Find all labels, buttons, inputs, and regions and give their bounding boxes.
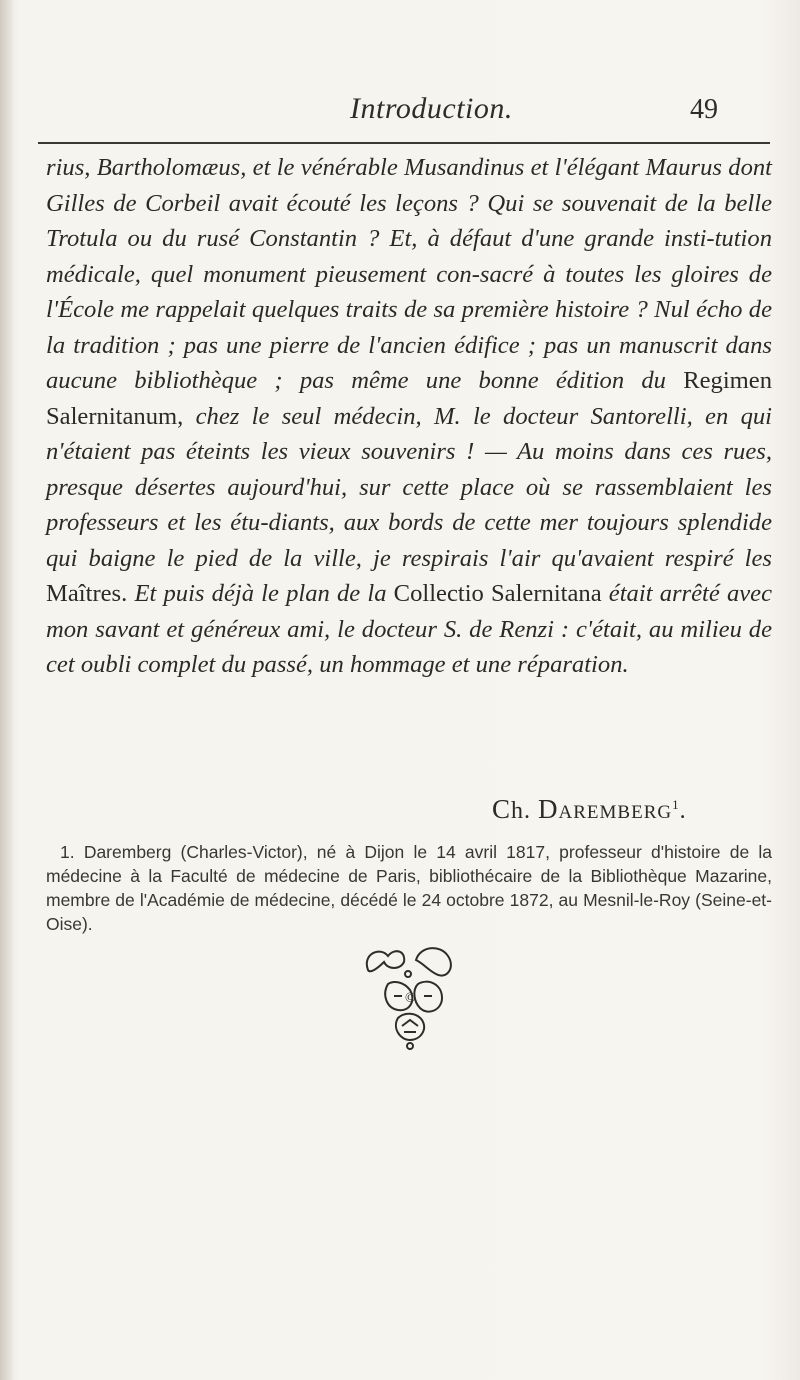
signature-part: . <box>679 798 687 824</box>
author-signature <box>492 794 687 825</box>
signature-part: AREMBERG <box>558 802 673 823</box>
text-segment: chez le seul médecin, M. le docteur Santorelli, en qui n'étaient pas éteints les vieux souvenirs ! — Au moins dans ces rues, presque désertes aujourd'hui, sur cette place où se rassemblaient les professeurs et les étu-diants, aux bords de cette mer toujours splendide qui baigne le pied de la ville, je respirais l'air qu'avaient respiré les <box>46 402 772 572</box>
main-paragraph <box>46 150 772 683</box>
regimen-title: Regimen Salernitanum, <box>46 367 772 430</box>
printer-ornament-icon <box>358 940 462 1050</box>
text-segment: était arrêté avec mon savant et généreux ami, le docteur S. de Renzi : c'était, au milieu de cet oubli complet du passé, un hommage et une réparation. <box>46 580 773 678</box>
maitres-word: Maîtres. <box>46 580 128 607</box>
svg-text:©: © <box>405 991 416 1006</box>
running-head <box>0 92 800 132</box>
collectio-title: Collectio Salernitana <box>393 580 602 607</box>
footnote-number: 1. <box>60 842 75 862</box>
footnote <box>46 840 772 936</box>
signature-initial: D <box>538 794 559 824</box>
footnote-marker: 1 <box>672 797 680 812</box>
footnote-text: Daremberg (Charles-Victor), né à Dijon le 14 avril 1817, professeur d'histoire de la médecine à la Faculté de médecine de Paris, bibliothécaire de la Bibliothèque Mazarine, membre de l'Académie de médecine, décédé le 24 octobre 1872, au Mesnil-le-Roy (Seine-et-Oise). <box>46 842 772 934</box>
header-rule <box>38 142 770 144</box>
running-title: Introduction. <box>350 92 513 125</box>
page-gutter-shadow <box>0 0 14 1380</box>
page-number: 49 <box>690 94 718 125</box>
signature-initial: C <box>492 794 512 824</box>
text-segment: rius, Bartholomæus, et le vénérable Musandinus et l'élégant Maurus dont Gilles de Corbeil avait écouté les leçons ? Qui se souvenait de la belle Trotula ou du rusé Constantin ? Et, à défaut d'une grande insti-tution médicale, quel monument pieusement con-sacré à toutes les gloires de l'École me rappelait quelques traits de sa première histoire ? Nul écho de la tradition ; pas une pierre de l'ancien édifice ; pas un manuscrit dans aucune bibliothèque ; pas même une bonne édition du <box>46 154 772 394</box>
signature-part: h. <box>511 798 532 824</box>
text-segment: Et puis déjà le plan de la <box>127 580 394 607</box>
